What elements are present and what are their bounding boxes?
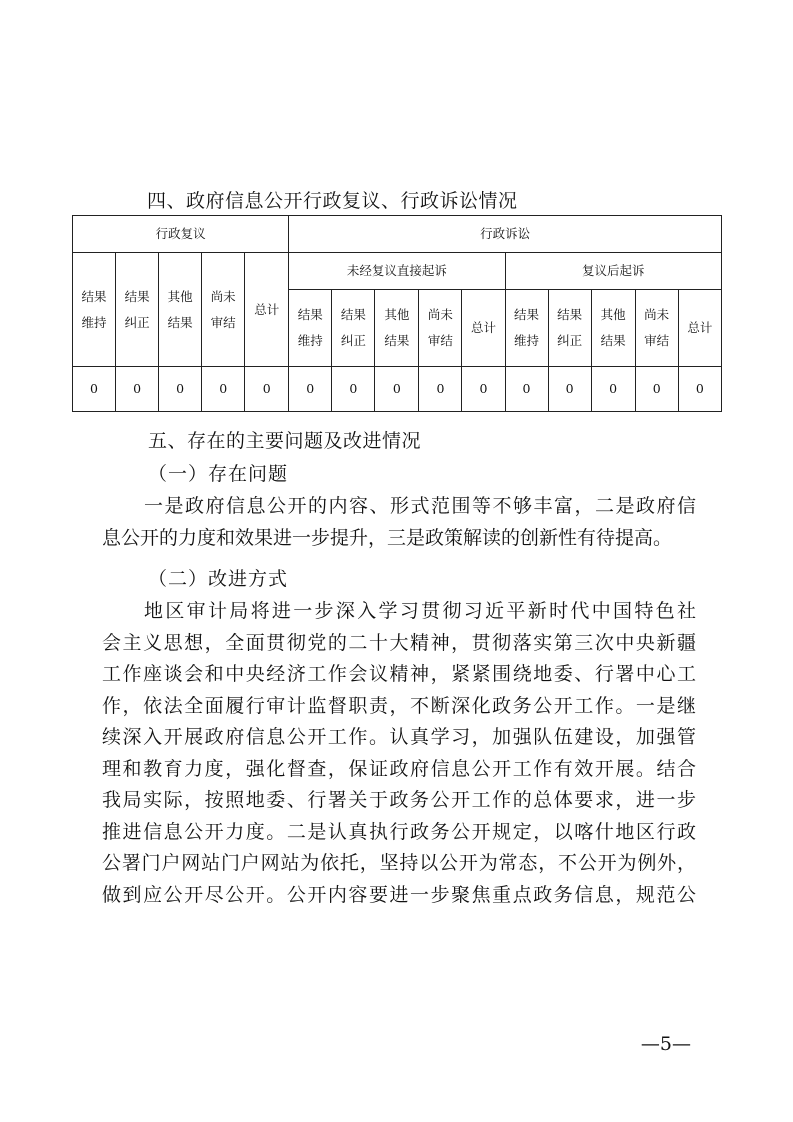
paragraph-line: 工作座谈会和中央经济工作会议精神，紧紧围绕地委、行署中心工 [102,663,696,685]
col-pending: 尚未 审结 [202,253,245,367]
paragraph-problems [102,491,696,554]
col-correct: 结果 纠正 [548,290,591,367]
table-cell-value: 0 [332,367,375,412]
paragraph-line: 续深入开展政府信息公开工作。认真学习，加强队伍建设，加强管 [102,726,696,748]
paragraph-line: 作，依法全面履行审计监督职责，不断深化政务公开工作。一是继 [102,694,696,717]
section5-heading: 五、存在的主要问题及改进情况 [148,430,422,452]
col-maintain: 结果 维持 [289,290,332,367]
paragraph-line: 会主义思想，全面贯彻党的二十大精神，贯彻落实第三次中央新疆 [102,631,696,654]
paragraph-improvements [102,596,696,911]
page-number: —5— [640,1033,691,1055]
col-correct: 结果 纠正 [116,253,159,367]
col-pending: 尚未 审结 [635,290,678,367]
col-other: 其他 结果 [375,290,419,367]
paragraph-line: 公署门户网站门户网站为依托，坚持以公开为常态，不公开为例外， [102,852,696,874]
paragraph-line: 做到应公开尽公开。公开内容要进一步聚焦重点政务信息，规范公 [102,883,696,906]
col-other: 其他 结果 [159,253,202,367]
col-other: 其他 结果 [591,290,635,367]
table-cell-value: 0 [73,367,116,412]
paragraph-line: 息公开的力度和效果进一步提升，三是政策解读的创新性有待提高。 [102,526,673,549]
table-cell-value: 0 [548,367,591,412]
header-admin-review: 行政复议 [73,216,289,253]
subheading-improvements: （二）改进方式 [148,568,289,590]
paragraph-line: 推进信息公开力度。二是认真执行政务公开规定，以喀什地区行政 [102,820,696,843]
table-cell-value: 0 [505,367,548,412]
table-cell-value: 0 [462,367,505,412]
header-after-review-litigation: 复议后起诉 [505,253,722,290]
table-cell-value: 0 [159,367,202,412]
paragraph-line: 我局实际，按照地委、行署关于政务公开工作的总体要求，进一步 [102,789,696,811]
col-total: 总计 [245,253,289,367]
table-cell-value: 0 [635,367,678,412]
col-total: 总计 [462,290,505,367]
table-cell-value: 0 [289,367,332,412]
paragraph-line: 地区审计局将进一步深入学习贯彻习近平新时代中国特色社 [144,600,696,622]
header-litigation: 行政诉讼 [289,216,722,253]
col-maintain: 结果 维持 [73,253,116,367]
col-correct: 结果 纠正 [332,290,375,367]
col-pending: 尚未 审结 [419,290,462,367]
table-cell-value: 0 [678,367,721,412]
col-total: 总计 [678,290,721,367]
paragraph-line: 一是政府信息公开的内容、形式范围等不够丰富，二是政府信 [144,495,696,517]
table-cell-value: 0 [202,367,245,412]
subheading-problems: （一）存在问题 [148,463,289,485]
section4-heading: 四、政府信息公开行政复议、行政诉讼情况 [147,190,518,212]
table-cell-value: 0 [116,367,159,412]
table-cell-value: 0 [591,367,635,412]
header-direct-litigation: 未经复议直接起诉 [289,253,505,290]
paragraph-line: 理和教育力度，强化督查，保证政府信息公开工作有效开展。结合 [102,757,696,780]
table-cell-value: 0 [245,367,289,412]
review-litigation-table [72,215,722,412]
table-cell-value: 0 [375,367,419,412]
table-cell-value: 0 [419,367,462,412]
col-maintain: 结果 维持 [505,290,548,367]
